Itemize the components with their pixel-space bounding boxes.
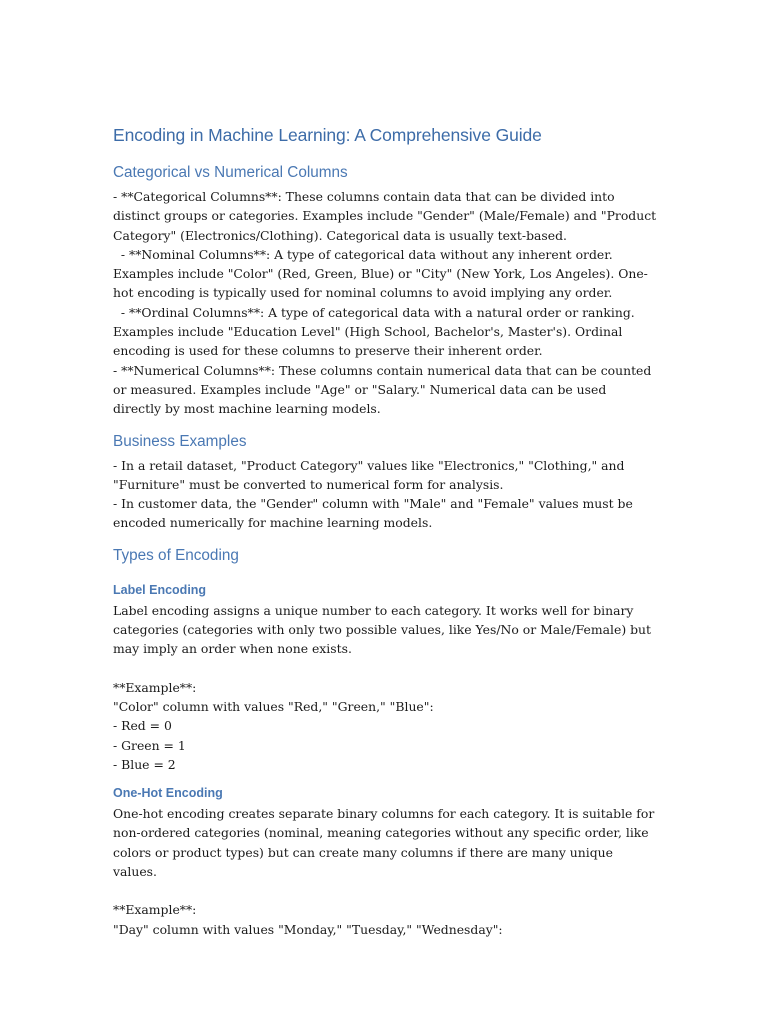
paragraph-retail-example: - In a retail dataset, "Product Category" values like "Electronics," "Clothing," and "Furniture" must be converted to numerical form for analysis. (113, 457, 625, 492)
paragraph-one-hot-encoding: One-hot encoding creates separate binary columns for each category. It is suitable for non-ordered categories (nominal, meaning categories without any specific order, like colors or product types) but can create many columns if there are many unique values. (113, 806, 655, 880)
paragraph-nominal-columns: - **Nominal Columns**: A type of categorical data without any inherent order. Examples include "Color" (Red, Green, Blue) or "City" (New York, Los Angeles). One-hot encoding is typically used for nominal columns to avoid implying any order. (113, 246, 648, 301)
subheading-one-hot-encoding: One-Hot Encoding (113, 786, 223, 801)
document-page (113, 122, 661, 939)
example-label-label-encoding: **Example**: (113, 679, 197, 695)
paragraph-ordinal-columns: - **Ordinal Columns**: A type of categorical data with a natural order or ranking. Examples include "Education Level" (High School, Bachelor's, Master's). Ordinal encoding is used for these columns to preserve their inherent order. (113, 304, 639, 359)
paragraph-numerical-columns: - **Numerical Columns**: These columns contain numerical data that can be counted or measured. Examples include "Age" or "Salary." Numerical data can be used directly by most machine learning models. (113, 362, 656, 417)
mapping-green: - Green = 1 (113, 737, 186, 753)
paragraph-categorical-columns: - **Categorical Columns**: These columns contain data that can be divided into distinct groups or categories. Examples include "Gender" (Male/Female) and "Product Category" (Electronics/Clothing). Categorical data is usually text-based. (113, 189, 661, 243)
document-title: Encoding in Machine Learning: A Comprehensive Guide (113, 125, 542, 145)
paragraph-label-encoding: Label encoding assigns a unique number to each category. It works well for binary categories (categories with only two possible values, like Yes/No or Male/Female) but may imply an order when none exists. (113, 602, 651, 657)
example-intro-one-hot: "Day" column with values "Monday," "Tuesday," "Wednesday": (113, 921, 503, 937)
section-heading-types: Types of Encoding (113, 546, 239, 564)
subheading-label-encoding: Label Encoding (113, 582, 207, 597)
mapping-red: - Red = 0 (113, 718, 172, 734)
mapping-blue: - Blue = 2 (113, 756, 176, 772)
section-heading-categorical: Categorical vs Numerical Columns (113, 164, 348, 181)
section-heading-business: Business Examples (113, 432, 247, 450)
example-intro-label-encoding: "Color" column with values "Red," "Green," "Blue": (113, 698, 434, 714)
example-label-one-hot: **Example**: (113, 902, 197, 918)
paragraph-customer-example: - In customer data, the "Gender" column with "Male" and "Female" values must be encoded numerically for machine learning models. (113, 496, 633, 531)
